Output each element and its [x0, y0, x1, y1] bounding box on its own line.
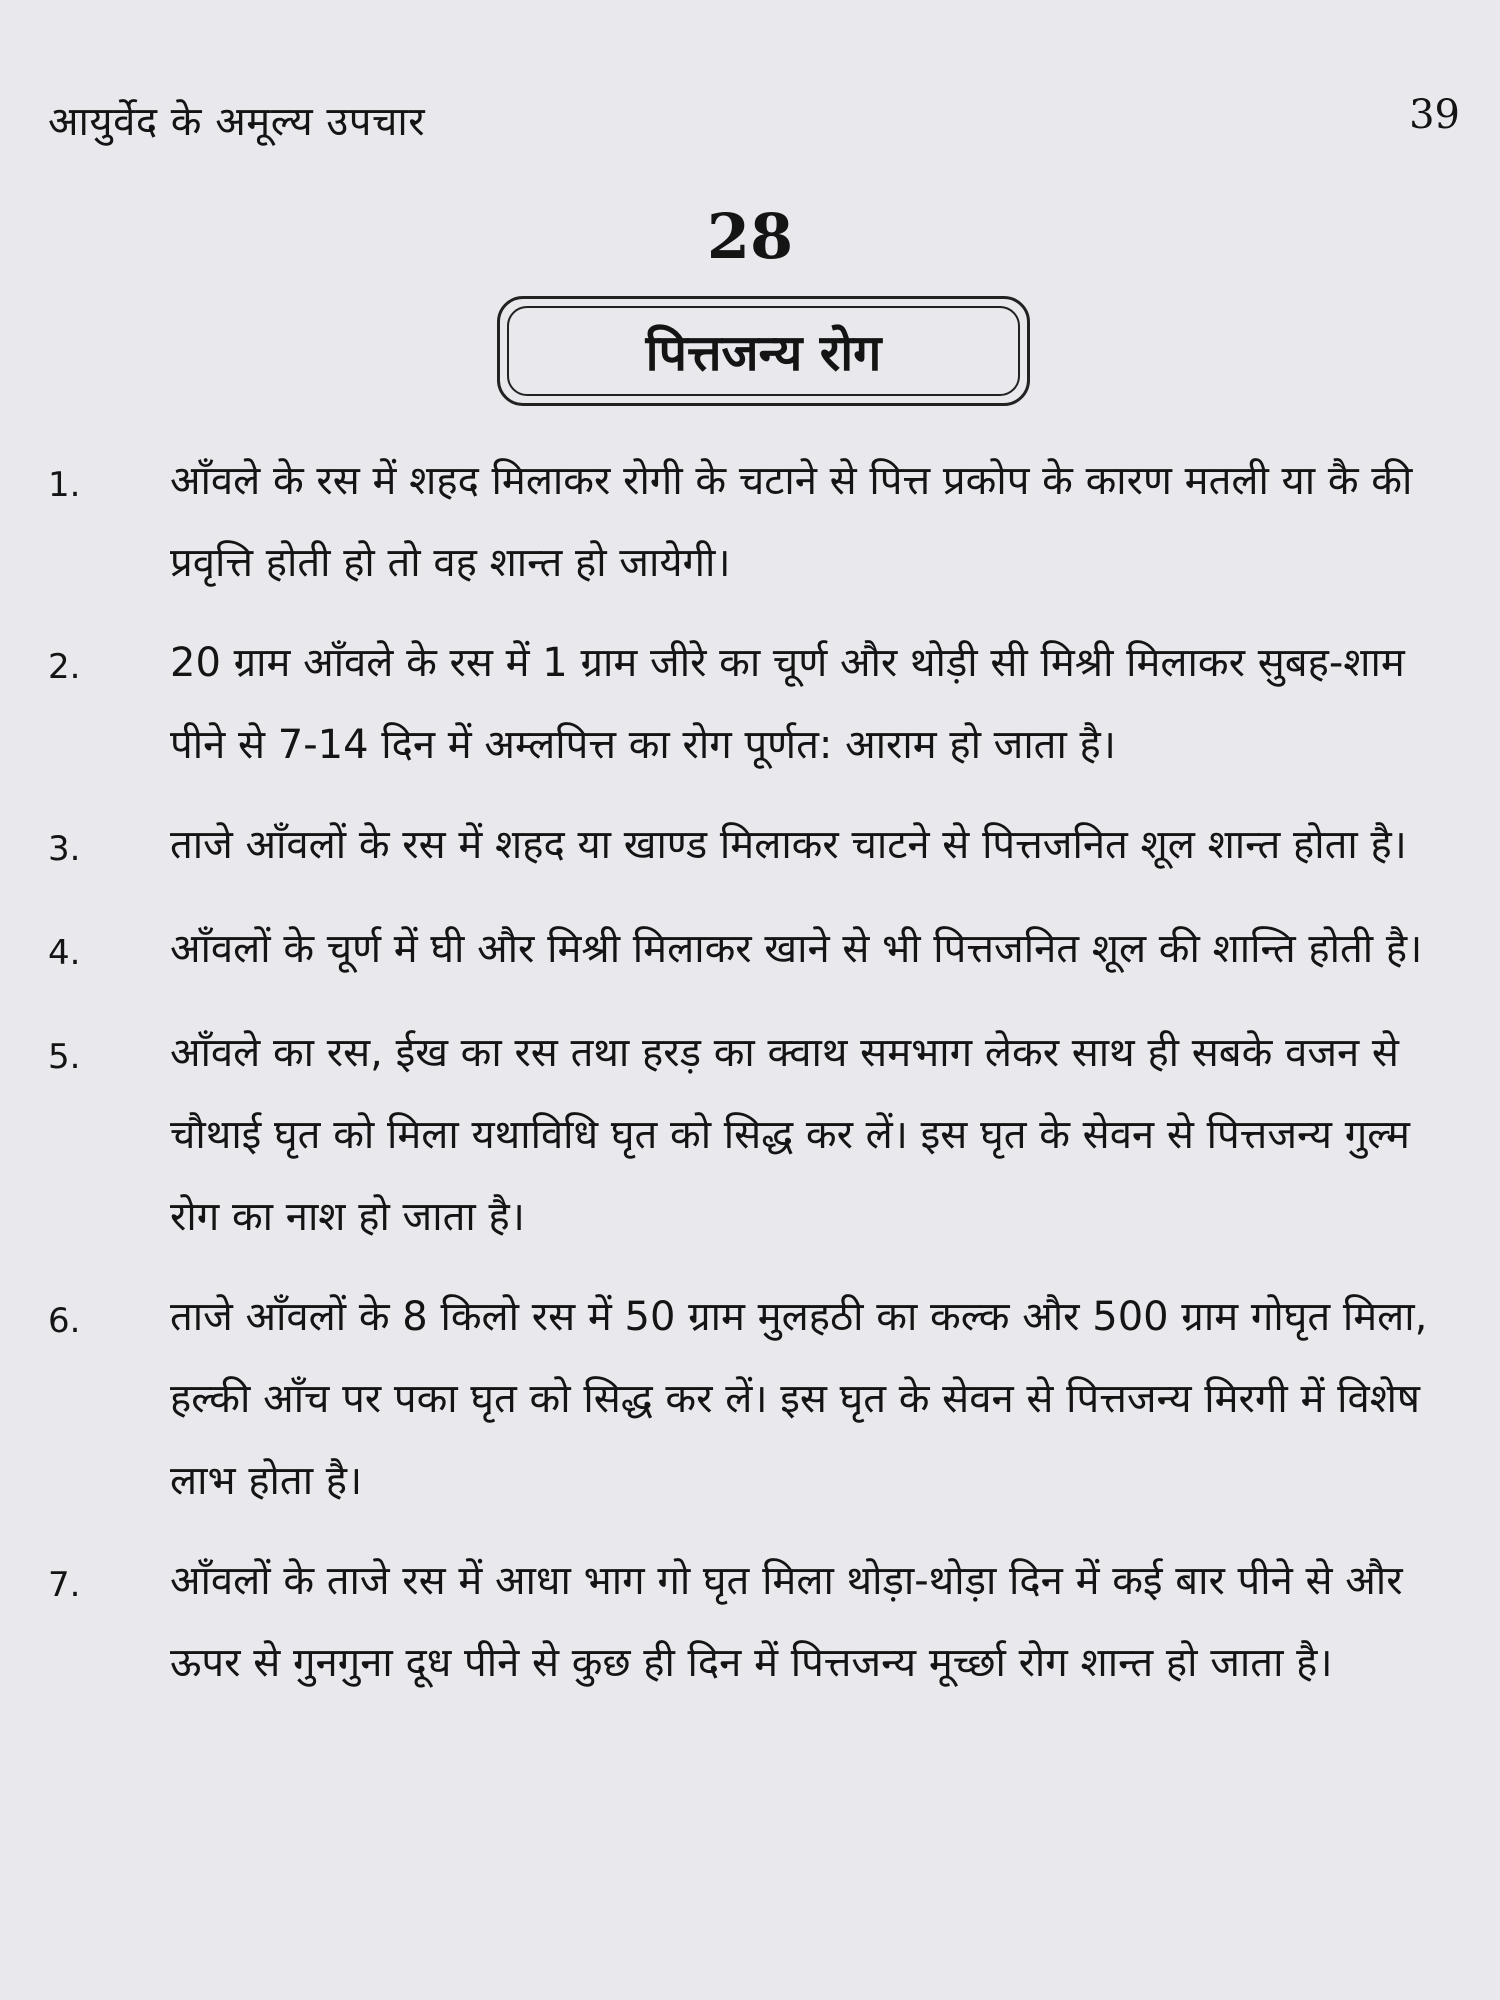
remedy-item	[48, 1540, 1468, 1704]
remedy-text: आँवले के रस में शहद मिलाकर रोगी के चटाने से पित्त प्रकोप के कारण मतली या कै की प्रवृत्ति होती हो तो वह शान्त हो जायेगी।	[170, 458, 1413, 586]
remedy-number: 4.	[48, 933, 81, 973]
remedy-text: ताजे आँवलों के रस में शहद या खाण्ड मिलाकर चाटने से पित्तजनित शूल शान्त होता है।	[170, 822, 1407, 868]
remedy-number: 3.	[48, 829, 81, 869]
remedy-number: 2.	[48, 647, 81, 687]
remedy-item	[48, 908, 1468, 994]
remedy-text: आँवले का रस, ईख का रस तथा हरड़ का क्वाथ समभाग लेकर साथ ही सबके वजन से चौथाई घृत को मिला यथाविधि घृत को सिद्ध कर लें। इस घृत के सेवन से पित्तजन्य गुल्म रोग का नाश हो जाता है।	[170, 1030, 1410, 1240]
remedy-text: आँवलों के चूर्ण में घी और मिश्री मिलाकर खाने से भी पित्तजनित शूल की शान्ति होती है।	[170, 926, 1423, 972]
remedy-text: आँवलों के ताजे रस में आधा भाग गो घृत मिला थोड़ा-थोड़ा दिन में कई बार पीने से और ऊपर से गुनगुना दूध पीने से कुछ ही दिन में पित्तजन्य मूर्च्छा रोग शान्त हो जाता है।	[170, 1558, 1403, 1686]
remedy-item	[48, 1276, 1468, 1522]
remedy-item	[48, 622, 1468, 786]
remedy-item	[48, 804, 1468, 890]
remedy-number: 1.	[48, 465, 81, 505]
remedy-number: 7.	[48, 1565, 81, 1605]
remedy-item	[48, 1012, 1468, 1258]
remedy-list	[48, 440, 1468, 1722]
chapter-number: 28	[706, 200, 794, 273]
chapter-title-frame	[497, 296, 1030, 406]
remedy-text: 20 ग्राम आँवले के रस में 1 ग्राम जीरे का चूर्ण और थोड़ी सी मिश्री मिलाकर सुबह-शाम पीने से 7-14 दिन में अम्लपित्त का रोग पूर्णत: आराम हो जाता है।	[170, 640, 1405, 768]
running-head-title: आयुर्वेद के अमूल्य उपचार	[48, 99, 426, 145]
remedy-number: 6.	[48, 1301, 81, 1341]
page-number: 39	[1409, 92, 1460, 138]
chapter-title: पित्तजन्य रोग	[645, 324, 882, 382]
remedy-number: 5.	[48, 1037, 81, 1077]
remedy-item	[48, 440, 1468, 604]
remedy-text: ताजे आँवलों के 8 किलो रस में 50 ग्राम मुलहठी का कल्क और 500 ग्राम गोघृत मिला, हल्की आँच पर पका घृत को सिद्ध कर लें। इस घृत के सेवन से पित्तजन्य मिरगी में विशेष लाभ होता है।	[170, 1294, 1428, 1504]
